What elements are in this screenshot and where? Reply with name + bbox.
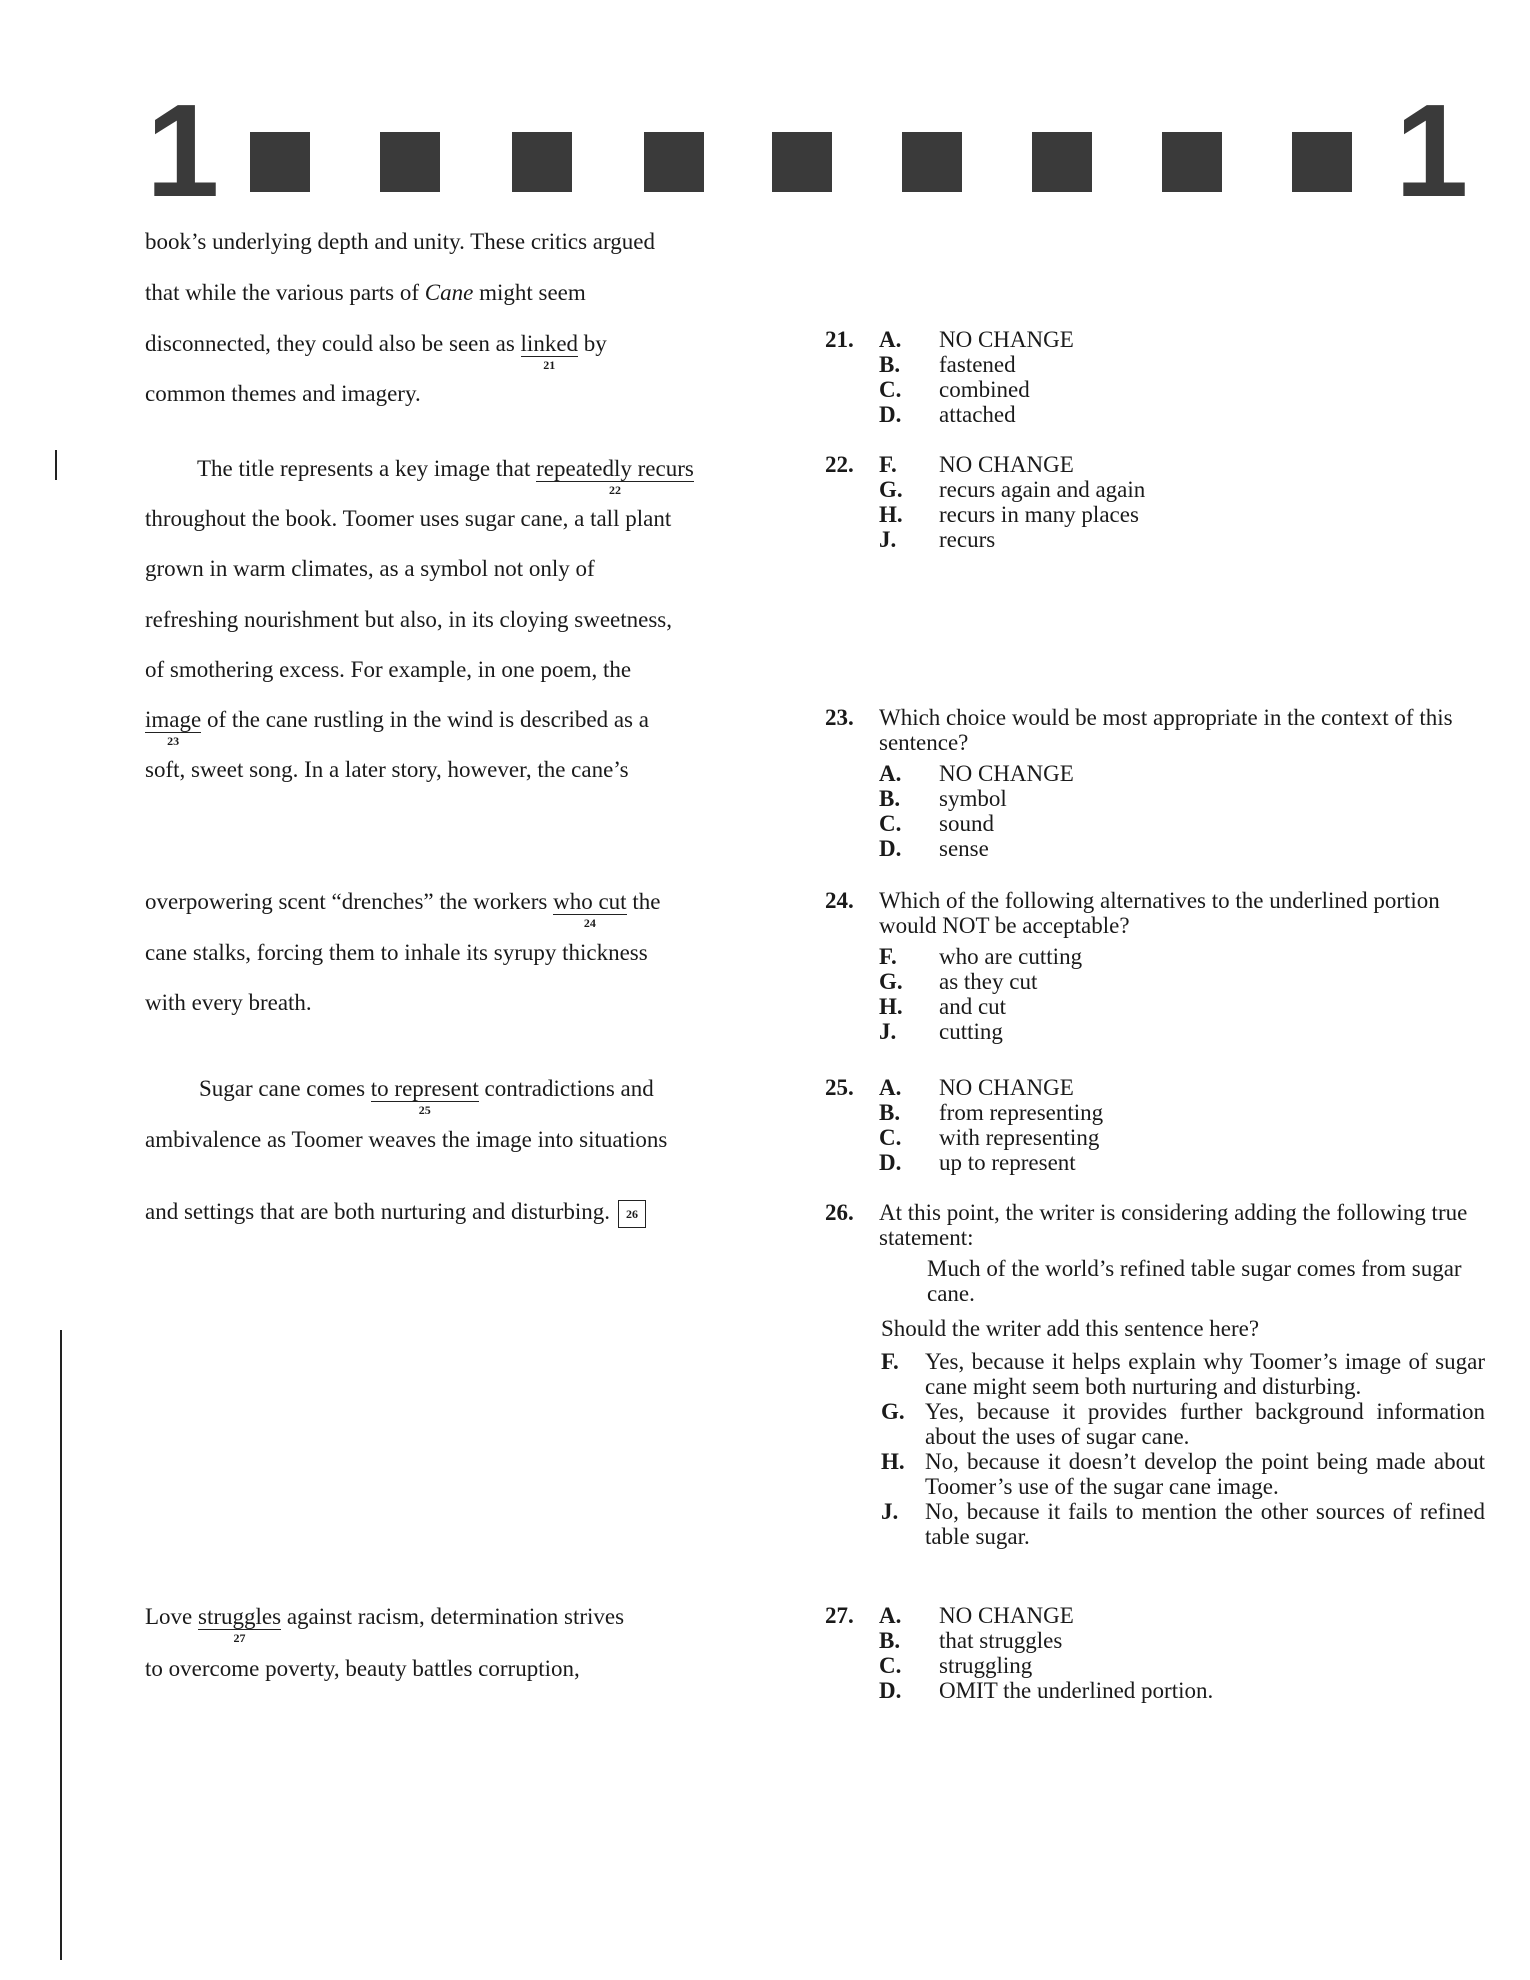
option-letter: J.: [881, 1499, 899, 1524]
option-text: attached: [939, 402, 1016, 427]
question-number: 23.: [825, 705, 854, 730]
option-text: recurs in many places: [939, 502, 1139, 527]
question-stem: At this point, the writer is considering adding the following true statement:: [879, 1200, 1468, 1250]
underlined-portion-27[interactable]: [198, 1604, 282, 1645]
option-text: NO CHANGE: [939, 327, 1074, 352]
passage-line: [145, 706, 649, 748]
answer-option[interactable]: [879, 1150, 1485, 1175]
answer-option[interactable]: [879, 1678, 1485, 1703]
section-number-right: 1: [1395, 77, 1469, 224]
answer-option[interactable]: [879, 969, 1485, 994]
answer-option[interactable]: [879, 477, 1485, 502]
question-stem: Which of the following alternatives to the underlined portion would NOT be acceptable?: [879, 888, 1440, 938]
answer-option[interactable]: [879, 1653, 1485, 1678]
underlined-portion-22[interactable]: [536, 456, 694, 497]
passage-text: Sugar cane comes: [199, 1076, 371, 1101]
option-letter: D.: [879, 1678, 902, 1703]
passage-line: to overcome poverty, beauty battles corruption,: [145, 1656, 580, 1681]
passage-text: Love: [145, 1604, 199, 1629]
header-square: [644, 132, 704, 192]
passage-line: [145, 888, 661, 930]
header-square: [380, 132, 440, 192]
passage-text: against racism, determination strives: [281, 1604, 625, 1629]
option-letter: C.: [879, 1653, 902, 1678]
option-text: cutting: [939, 1019, 1003, 1044]
option-text: up to represent: [939, 1150, 1076, 1175]
option-letter: A.: [879, 1075, 902, 1100]
answer-option[interactable]: [879, 1628, 1485, 1653]
answer-option[interactable]: [879, 452, 1485, 477]
option-letter: C.: [879, 377, 902, 402]
option-letter: H.: [879, 994, 903, 1019]
option-text: and cut: [939, 994, 1007, 1019]
question-26: [825, 1200, 1485, 1549]
option-letter: J.: [879, 527, 897, 552]
passage-line: throughout the book. Toomer uses sugar cane, a tall plant: [145, 506, 672, 531]
passage-line: of smothering excess. For example, in one poem, the: [145, 657, 632, 682]
section-header: [0, 0, 1530, 224]
answer-option[interactable]: [879, 352, 1485, 377]
option-text: NO CHANGE: [939, 1075, 1074, 1100]
underlined-text: image: [145, 707, 202, 732]
question-ref-21: 21: [543, 358, 556, 372]
answer-option[interactable]: [881, 1349, 1485, 1399]
question-ref-25: 25: [418, 1103, 431, 1117]
question-21: [825, 327, 1485, 427]
answer-option[interactable]: [879, 811, 1485, 836]
passage-line: soft, sweet song. In a later story, however, the cane’s: [145, 757, 629, 782]
option-letter: G.: [881, 1399, 905, 1424]
passage-text: by: [578, 331, 607, 356]
question-27: [825, 1603, 1485, 1703]
option-text: as they cut: [939, 969, 1038, 994]
question-number: 26.: [825, 1200, 854, 1225]
question-25: [825, 1075, 1485, 1175]
question-22: [825, 452, 1485, 552]
answer-option[interactable]: [881, 1399, 1485, 1449]
option-text: struggling: [939, 1653, 1033, 1678]
passage-line: cane stalks, forcing them to inhale its syrupy thickness: [145, 940, 648, 965]
option-letter: G.: [879, 969, 903, 994]
passage-line: book’s underlying depth and unity. These critics argued: [145, 229, 655, 254]
passage-line: grown in warm climates, as a symbol not only of: [145, 556, 595, 581]
option-text: combined: [939, 377, 1030, 402]
answer-option[interactable]: [879, 402, 1485, 427]
question-number: 25.: [825, 1075, 854, 1100]
answer-option[interactable]: [879, 994, 1485, 1019]
option-text: symbol: [939, 786, 1007, 811]
answer-option[interactable]: [881, 1499, 1485, 1549]
passage-text: contradictions and: [478, 1076, 654, 1101]
underlined-text: linked: [520, 331, 579, 356]
option-text: that struggles: [939, 1628, 1063, 1653]
question-number: 21.: [825, 327, 854, 352]
answer-option[interactable]: [879, 527, 1485, 552]
margin-rule: [60, 1330, 62, 1960]
header-square: [902, 132, 962, 192]
option-text: NO CHANGE: [939, 452, 1074, 477]
answer-option[interactable]: [879, 1075, 1485, 1100]
option-letter: G.: [879, 477, 903, 502]
question-prompt: Should the writer add this sentence here?: [881, 1316, 1260, 1341]
option-letter: H.: [881, 1449, 905, 1474]
proposed-sentence: Much of the world’s refined table sugar comes from sugar cane.: [927, 1256, 1462, 1306]
passage-text: might seem: [473, 280, 586, 305]
answer-option[interactable]: [879, 1019, 1485, 1044]
option-letter: C.: [879, 1125, 902, 1150]
passage-line: with every breath.: [145, 990, 312, 1015]
answer-option[interactable]: [879, 786, 1485, 811]
question-ref-24: 24: [583, 916, 596, 930]
option-letter: F.: [881, 1349, 899, 1374]
passage-text: overpowering scent “drenches” the workers: [145, 889, 554, 914]
question-23: [825, 705, 1485, 861]
passage-line: [145, 1198, 646, 1228]
underlined-portion-25[interactable]: [370, 1076, 479, 1117]
option-letter: F.: [879, 944, 897, 969]
passage-line: [145, 330, 607, 372]
header-square: [1032, 132, 1092, 192]
question-24: [825, 888, 1485, 1044]
answer-option[interactable]: [879, 836, 1485, 861]
passage-line: refreshing nourishment but also, in its cloying sweetness,: [145, 607, 673, 632]
question-ref-27: 27: [233, 1631, 246, 1645]
header-square: [1292, 132, 1352, 192]
passage-line: [197, 455, 694, 497]
answer-option[interactable]: [879, 761, 1485, 786]
book-title: Cane: [424, 280, 474, 305]
passage-line: [145, 279, 586, 307]
option-letter: B.: [879, 786, 901, 811]
passage-text: the: [626, 889, 661, 914]
answer-option[interactable]: [879, 1100, 1485, 1125]
question-ref-22: 22: [608, 483, 621, 497]
option-text: NO CHANGE: [939, 1603, 1074, 1628]
option-letter: A.: [879, 327, 902, 352]
question-box-26[interactable]: 26: [618, 1200, 646, 1228]
section-number-left: 1: [146, 77, 220, 224]
question-number: 24.: [825, 888, 854, 913]
option-letter: H.: [879, 502, 903, 527]
option-text: recurs: [939, 527, 996, 552]
passage-text: disconnected, they could also be seen as: [145, 331, 521, 356]
option-text: recurs again and again: [939, 477, 1146, 502]
question-ref-23: 23: [167, 734, 180, 748]
passage-line: ambivalence as Toomer weaves the image into situations: [145, 1127, 668, 1152]
passage-text: that while the various parts of: [145, 280, 425, 305]
underlined-text: to represent: [370, 1076, 479, 1101]
option-text: from representing: [939, 1100, 1104, 1125]
option-letter: J.: [879, 1019, 897, 1044]
question-stem: Which choice would be most appropriate in the context of this sentence?: [879, 705, 1453, 755]
option-text: sense: [939, 836, 989, 861]
underlined-portion-24[interactable]: [553, 889, 627, 930]
option-letter: A.: [879, 1603, 902, 1628]
passage-text: The title represents a key image that: [197, 456, 537, 481]
answer-option[interactable]: [881, 1449, 1485, 1499]
option-text: sound: [939, 811, 994, 836]
option-text: who are cutting: [939, 944, 1083, 969]
question-number: 27.: [825, 1603, 854, 1628]
underlined-portion-21[interactable]: [520, 331, 579, 372]
option-text: OMIT the underlined portion.: [939, 1678, 1214, 1703]
margin-mark: [55, 450, 57, 480]
underlined-portion-23[interactable]: [145, 707, 202, 748]
header-square: [512, 132, 572, 192]
option-letter: C.: [879, 811, 902, 836]
option-letter: D.: [879, 836, 902, 861]
answer-option[interactable]: [879, 327, 1485, 352]
question-number: 22.: [825, 452, 854, 477]
passage-text: and settings that are both nurturing and disturbing.: [145, 1199, 611, 1224]
answer-option[interactable]: [879, 1125, 1485, 1150]
header-square: [772, 132, 832, 192]
header-square: [250, 132, 310, 192]
passage-line: [145, 1603, 625, 1645]
option-text: fastened: [939, 352, 1016, 377]
option-letter: A.: [879, 761, 902, 786]
answer-option[interactable]: [879, 502, 1485, 527]
passage-line: [199, 1075, 654, 1117]
underlined-text: who cut: [553, 889, 627, 914]
answer-option[interactable]: [879, 944, 1485, 969]
passage-line: common themes and imagery.: [145, 381, 421, 406]
option-letter: D.: [879, 1150, 902, 1175]
answer-option[interactable]: [879, 377, 1485, 402]
option-letter: B.: [879, 1628, 901, 1653]
answer-option[interactable]: [879, 1603, 1485, 1628]
header-square: [1162, 132, 1222, 192]
option-text: NO CHANGE: [939, 761, 1074, 786]
option-text: No, because it fails to mention the other sources of refined table sugar.: [925, 1499, 1485, 1549]
option-letter: B.: [879, 352, 901, 377]
option-text: Yes, because it provides further background information about the uses of sugar cane.: [925, 1399, 1485, 1449]
passage-text: of the cane rustling in the wind is described as a: [201, 707, 649, 732]
underlined-text: struggles: [198, 1604, 282, 1629]
option-letter: B.: [879, 1100, 901, 1125]
option-text: No, because it doesn’t develop the point being made about Toomer’s use of the sugar cane image.: [925, 1449, 1485, 1499]
option-text: with representing: [939, 1125, 1100, 1150]
option-text: Yes, because it helps explain why Toomer’s image of sugar cane might seem both nurturing and disturbing.: [925, 1349, 1485, 1399]
option-letter: D.: [879, 402, 902, 427]
underlined-text: repeatedly recurs: [536, 456, 694, 481]
option-letter: F.: [879, 452, 897, 477]
